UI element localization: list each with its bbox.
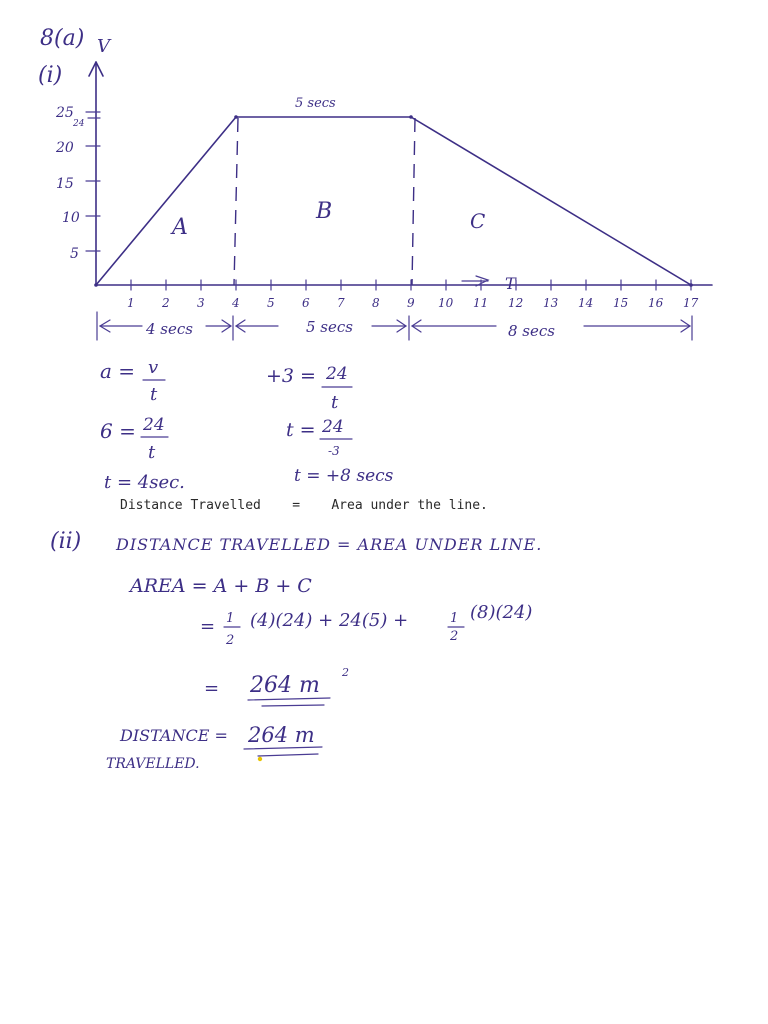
equals-sign: = [204,678,220,699]
result-t: t = +8 secs [294,466,394,486]
y-tick-label: 20 [56,140,74,156]
area-expression-tail: (8)(24) [470,602,533,623]
fraction-denominator: t [150,384,158,405]
distance-statement: DISTANCE TRAVELLED = AREA UNDER LINE. [116,535,543,554]
x-tick-label: 8 [372,296,380,310]
highlighter-dot [258,757,262,761]
y-tick-label: 15 [56,176,74,192]
region-label-c: C [470,209,486,233]
x-tick-label: 1 [127,296,135,310]
x-tick-label: 15 [613,296,629,310]
underline [244,747,322,749]
fraction-numerator: 24 [326,364,348,384]
x-axis-label: T [505,274,516,293]
x-tick-label: 12 [508,296,524,310]
area-sum: AREA = A + B + C [130,575,312,597]
dashed-line-t9 [412,118,415,285]
fraction-numerator: v [148,357,159,378]
superscript-2: 2 [342,666,349,679]
region-label-b: B [316,199,333,224]
working-right [266,364,394,486]
x-tick-label: 17 [683,296,699,310]
underline [248,698,330,700]
x-tick-label: 16 [648,296,664,310]
underline [262,705,324,706]
fraction-denominator: -3 [328,444,340,458]
graph-segment [96,117,236,285]
x-tick-label: 3 [197,296,205,310]
y-tick-label: 5 [70,246,79,262]
distance-result: 264 m [248,723,315,747]
x-tick-label: 5 [267,296,275,310]
area-expression: (4)(24) + 24(5) + [250,610,409,631]
equation-lhs: +3 = [266,365,316,387]
graph-segment [411,117,691,285]
y-axis-ticks [55,105,100,262]
distance-label-2: TRAVELLED. [106,756,200,772]
equation-lhs: 6 = [100,419,136,443]
graph-point [689,283,693,287]
typed-right: Area under the line. [331,498,488,513]
region-label-a: A [172,215,188,240]
part-ii [50,529,542,772]
interval-label-3: 8 secs [508,322,555,340]
x-tick-label: 2 [162,296,170,310]
underline [258,754,318,756]
graph-point [94,283,98,287]
y-axis-label: V [97,36,110,57]
x-tick-label: 14 [578,296,594,310]
half-numerator: 1 [450,611,459,626]
area-result: 264 m [250,673,320,698]
top-segment-label: 5 secs [295,96,336,111]
question-number: 8(a) [40,26,85,51]
typed-equals: = [292,498,301,513]
result-t: t = 4sec. [104,472,185,493]
x-tick-label: 13 [543,296,559,310]
y-tick-label-small: 24 [73,119,85,129]
fraction-denominator: t [148,442,156,463]
typed-statement [120,498,488,513]
graph-point [409,115,413,119]
part-i-label: (i) [38,63,63,88]
equation-lhs: a = [100,359,136,383]
x-tick-label: 11 [473,296,489,310]
interval-dimensions [97,312,692,340]
equation-lhs: t = [286,419,316,441]
part-ii-label: (ii) [50,529,82,554]
fraction-numerator: 24 [143,415,165,435]
fraction-denominator: t [331,392,339,413]
half-denominator: 2 [450,629,459,644]
working-left [100,357,185,493]
half-numerator: 1 [226,611,235,626]
dashed-line-t4 [234,118,238,285]
fraction-numerator: 24 [322,417,344,437]
x-tick-label: 4 [232,296,240,310]
x-tick-label: 6 [302,296,310,310]
y-tick-label: 10 [62,210,80,226]
graph-point [234,115,238,119]
typed-left: Distance Travelled [120,498,261,513]
x-tick-label: 10 [438,296,454,310]
chart-axes [89,36,712,293]
x-tick-label: 7 [337,296,345,310]
distance-label-1: DISTANCE = [120,726,228,745]
y-tick-label: 25 [56,105,74,121]
interval-label-1: 4 secs [146,320,193,338]
x-tick-label: 9 [407,296,415,310]
velocity-time-graph [94,115,693,287]
half-denominator: 2 [226,633,235,648]
interval-label-2: 5 secs [306,318,353,336]
equals-sign: = [200,616,216,637]
